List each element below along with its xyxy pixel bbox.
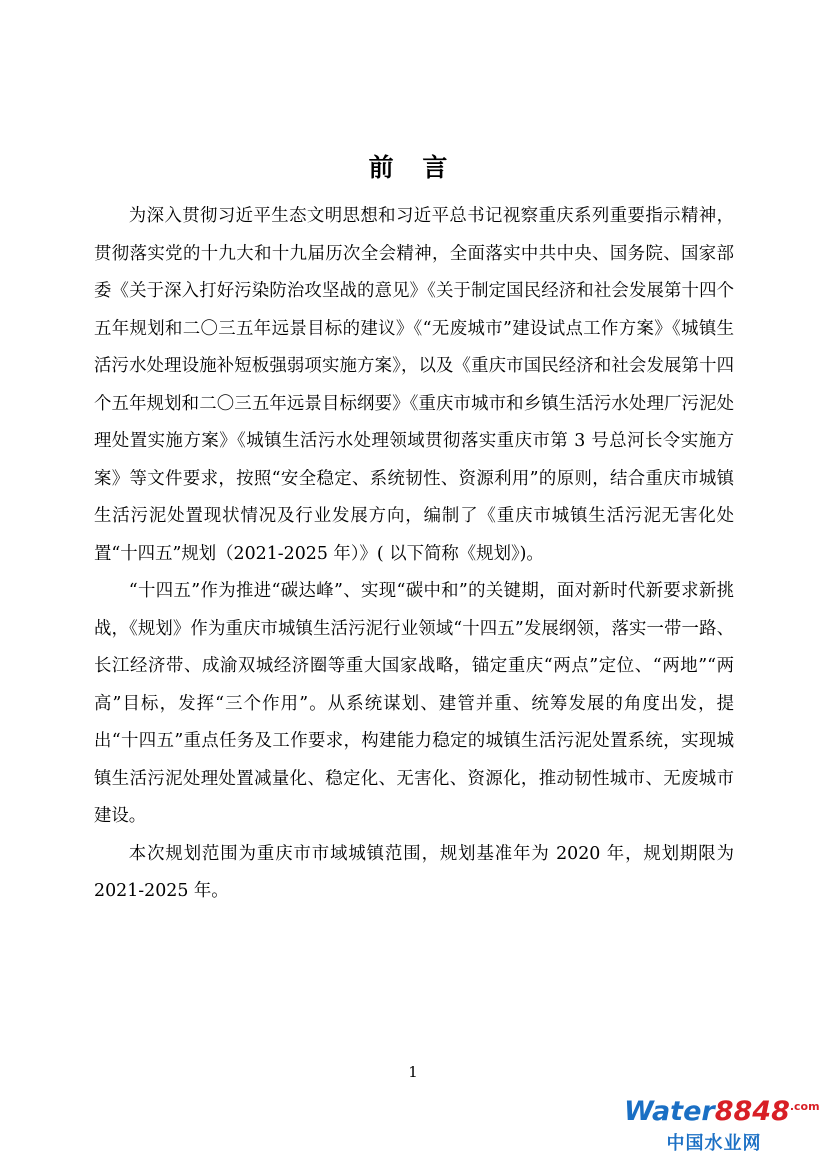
page-number: 1 (408, 1063, 418, 1081)
watermark-brand-digits: 8848 (714, 1096, 790, 1127)
watermark-brand-cn: 中国水业网 (666, 1133, 762, 1154)
watermark (624, 1092, 820, 1155)
page-title: 前 言 (368, 153, 458, 182)
watermark-brand-word: Water (624, 1096, 715, 1127)
paragraph: “十四五”作为推进“碳达峰”、实现“碳中和”的关键期，面对新时代新要求新挑战，《规划》作为重庆市城镇生活污泥行业领域“十四五”发展纲领，落实一带一路、长江经济带、成渝双城经济圈等重大国家战略，锚定重庆“两点”定位、“两地”“两高”目标，发挥“三个作用”。从系统谋划、建管并重、统筹发展的角度出发，提出“十四五”重点任务及工作要求，构建能力稳定的城镇生活污泥处置系统，实现城镇生活污泥处理处置减量化、稳定化、无害化、资源化，推动韧性城市、无废城市建设。 (94, 581, 734, 826)
paragraph: 为深入贯彻习近平生态文明思想和习近平总书记视察重庆系列重要指示精神，贯彻落实党的十九大和十九届历次全会精神，全面落实中共中央、国务院、国家部委《关于深入打好污染防治攻坚战的意见》《关于制定国民经济和社会发展第十四个五年规划和二〇三五年远景目标的建议》《“无废城市”建设试点工作方案》《城镇生活污水处理设施补短板强弱项实施方案》，以及《重庆市国民经济和社会发展第十四个五年规划和二〇三五年远景目标纲要》《重庆市城市和乡镇生活污水处理厂污泥处理处置实施方案》《城镇生活污水处理领域贯彻落实重庆市第 3 号总河长令实施方案》等文件要求，按照“安全稳定、系统韧性、资源利用”的原则，结合重庆市城镇生活污泥处置现状情况及行业发展方向，编制了《重庆市城镇生活污泥无害化处置“十四五”规划（2021-2025 年）》( 以下简称《规划》)。 (94, 206, 734, 564)
paragraph: 本次规划范围为重庆市市域城镇范围，规划基准年为 2020 年，规划期限为 2021-2025 年。 (94, 843, 734, 901)
watermark-brand-suffix: .com (789, 1100, 820, 1113)
watermark-brand (624, 1092, 820, 1127)
document-body (94, 198, 734, 911)
